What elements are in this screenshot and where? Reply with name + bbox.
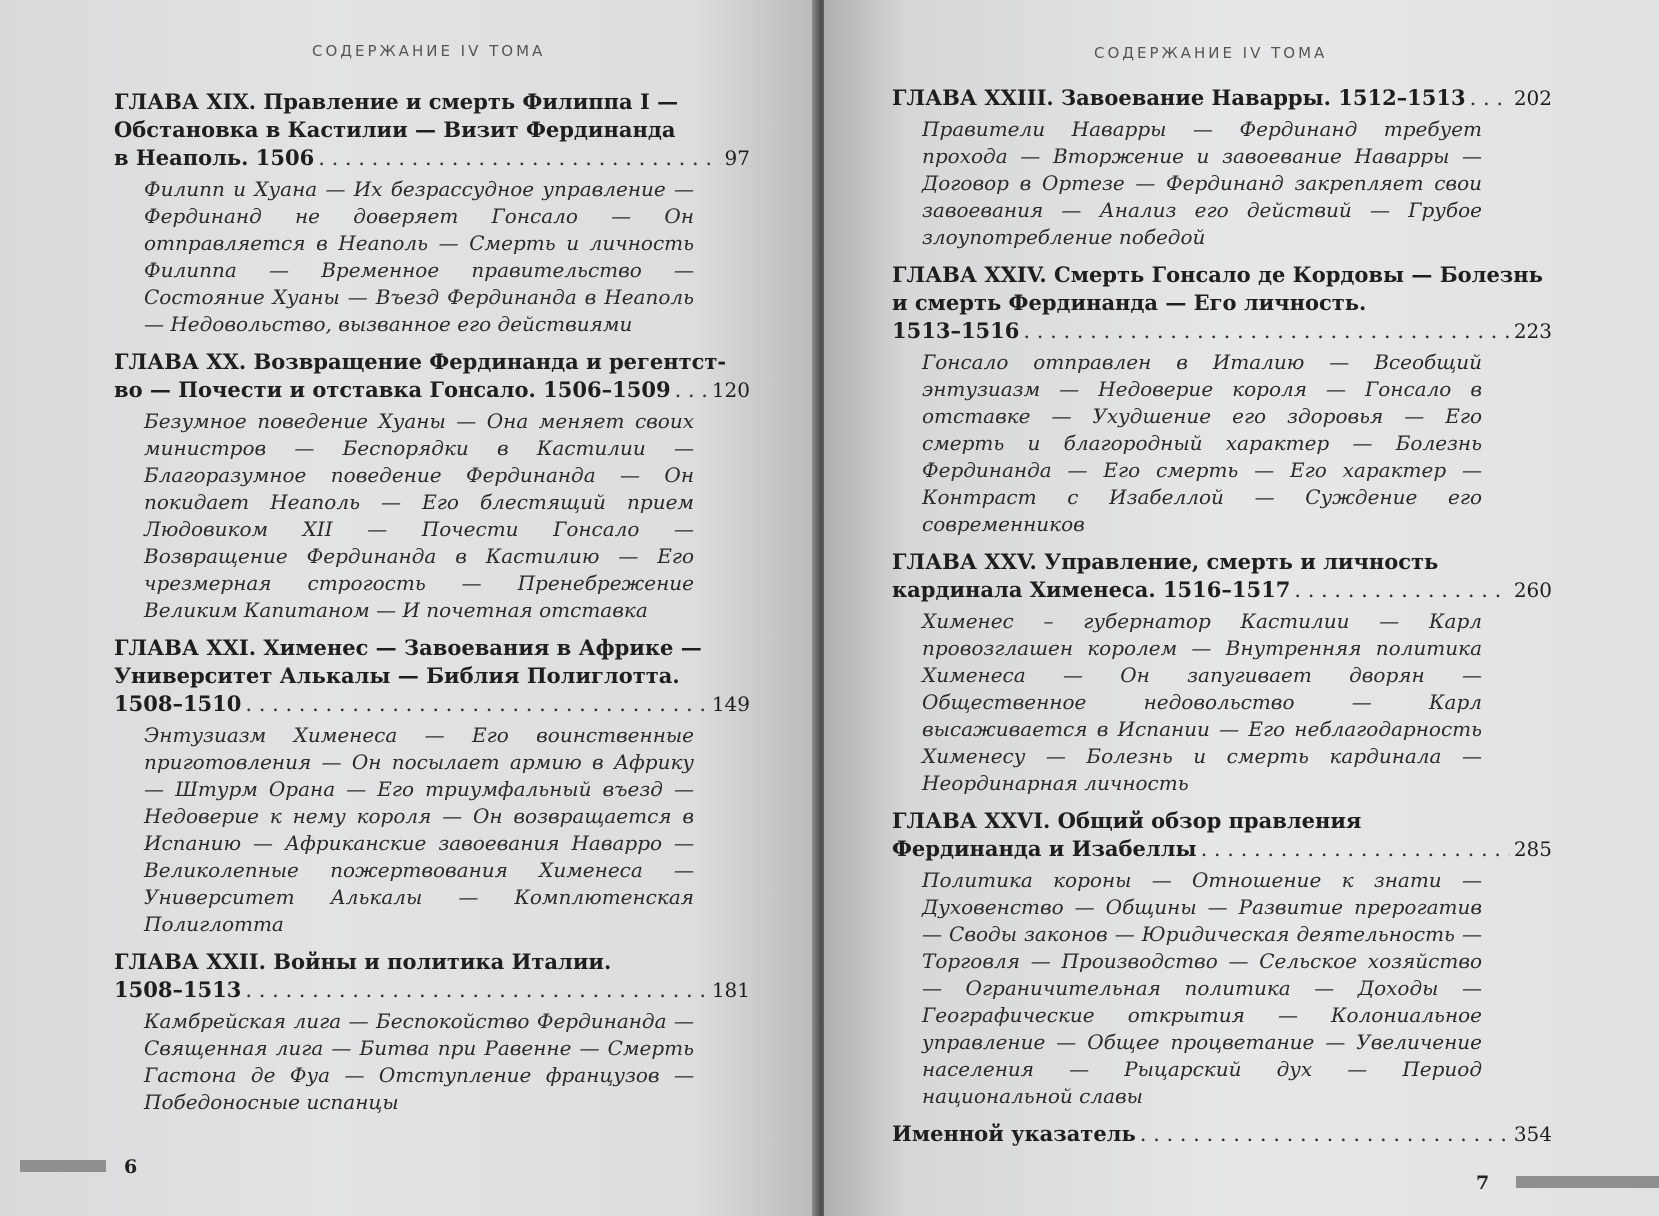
page-number-right: 7 <box>1476 1172 1490 1194</box>
chapter-summary: Политика короны — Отношение к знати — Духовенство — Общины — Развитие прерогатив — Своды законов — Юридическая деятельность — Торговля — Производство — Сельское хозяйство — Ограничительная политика — Доходы — Географические открытия — Колониальное управление — Общее процветание — Увеличение населения — Рыцарский дух — Период национальной славы <box>922 868 1482 1108</box>
running-head-left: СОДЕРЖАНИЕ IV ТОМА <box>312 42 546 60</box>
chapter-title-line <box>892 317 1552 345</box>
toc-entry-ch24[interactable] <box>892 261 1552 538</box>
toc-entry-ch22[interactable] <box>114 948 750 1116</box>
page-number-left: 6 <box>124 1156 138 1178</box>
chapter-title: ГЛАВА XXVI. Общий обзор правления <box>892 808 1362 833</box>
chapter-title: ГЛАВА XX. Возвращение Фердинанда и регентст- <box>114 349 727 374</box>
page-ref: 149 <box>711 692 750 716</box>
toc-entry-ch25[interactable] <box>892 548 1552 797</box>
chapter-title-last: 1508–1513 <box>114 977 242 1002</box>
page-ref: 260 <box>1513 578 1552 602</box>
toc-right <box>892 84 1552 1158</box>
chapter-title: ГЛАВА XXI. Хименес — Завоевания в Африке — Университет Алькалы — Библия Полиглотта. <box>114 635 702 688</box>
page-ref: 97 <box>724 146 750 170</box>
toc-entry-ch20[interactable] <box>114 348 750 624</box>
page-ref: 285 <box>1513 837 1552 861</box>
chapter-title: ГЛАВА XIX. Правление и смерть Филиппа I — Обстановка в Кастилии — Визит Фердинанда <box>114 89 679 142</box>
chapter-title: ГЛАВА XXII. Войны и политика Италии. <box>114 949 612 974</box>
toc-entry-ch23[interactable] <box>892 84 1552 251</box>
page-ref: 202 <box>1513 86 1552 110</box>
leader-dots <box>1140 1120 1510 1148</box>
leader-dots <box>1294 576 1509 604</box>
leader-dots <box>1023 317 1509 345</box>
chapter-summary: Хименес – губернатор Кастилии — Карл провозглашен королем — Внутренняя политика Хименеса — Он запугивает дворян — Общественное недовольство — Карл высаживается в Испании — Его неблагодарность Хименесу — Болезнь и смерть кардинала — Неординарная личность <box>922 609 1482 795</box>
chapter-title-line <box>892 835 1552 863</box>
chapter-title-line <box>114 690 750 718</box>
chapter-title-last: 1508–1510 <box>114 691 242 716</box>
chapter-title-line <box>114 144 750 172</box>
running-head-right: СОДЕРЖАНИЕ IV ТОМА <box>1094 44 1328 62</box>
page-marker-bar <box>20 1160 106 1172</box>
chapter-summary: Энтузиазм Хименеса — Его воинственные приготовления — Он посылает армию в Африку — Штурм Орана — Его триумфальный въезд — Недоверие к нему короля — Он возвращается в Испанию — Африканские завоевания Наварро — Великолепные пожертвования Хименеса — Университет Алькалы — Комплютенская Полиглотта <box>144 723 694 936</box>
chapter-title-line <box>892 576 1552 604</box>
toc-entry-index[interactable] <box>892 1120 1552 1148</box>
leader-dots <box>245 976 707 1004</box>
chapter-title: ГЛАВА XXIV. Смерть Гонсало де Кордовы — Болезнь и смерть Фердинанда — Его личность. <box>892 262 1543 315</box>
leader-dots <box>318 144 720 172</box>
chapter-summary: Камбрейская лига — Беспокойство Фердинанда — Священная лига — Битва при Равенне — Смерть Гастона де Фуа — Отступление французов — Победоносные испанцы <box>144 1009 694 1114</box>
index-title: Именной указатель <box>892 1121 1136 1146</box>
chapter-title-last: во — Почести и отставка Гонсало. 1506–1509 <box>114 377 671 402</box>
chapter-title-last: 1513–1516 <box>892 318 1020 343</box>
chapter-summary: Филипп и Хуана — Их безрассудное управление — Фердинанд не доверяет Гонсало — Он отправляется в Неаполь — Смерть и личность Филиппа — Временное правительство — Состояние Хуаны — Въезд Фердинанда в Неаполь — Недовольство, вызванное его действиями <box>144 177 694 336</box>
leader-dots <box>1470 84 1510 112</box>
page-ref: 354 <box>1513 1122 1552 1146</box>
chapter-title-line <box>114 376 750 404</box>
chapter-title-last: ГЛАВА XXIII. Завоевание Наварры. 1512–1513 <box>892 85 1466 110</box>
chapter-title-last: Фердинанда и Изабеллы <box>892 836 1197 861</box>
chapter-summary: Правители Наварры — Фердинанд требует прохода — Вторжение и завоевание Наварры — Договор в Ортезе — Фердинанд закрепляет свои завоевания — Анализ его действий — Грубое злоупотребление победой <box>922 117 1482 249</box>
toc-left <box>114 88 750 1126</box>
chapter-title-line <box>892 84 1552 112</box>
chapter-title-line <box>114 976 750 1004</box>
chapter-title-last: в Неаполь. 1506 <box>114 145 315 170</box>
left-page <box>0 0 818 1216</box>
chapter-summary: Безумное поведение Хуаны — Она меняет своих министров — Беспорядки в Кастилии — Благоразумное поведение Фердинанда — Он покидает Неаполь — Его блестящий прием Людовиком XII — Почести Гонсало — Возвращение Фердинанда в Кастилию — Его чрезмерная строгость — Пренебрежение Великим Капитаном — И почетная отставка <box>144 409 694 622</box>
page-ref: 181 <box>711 978 750 1002</box>
right-page <box>824 0 1659 1216</box>
page-ref: 223 <box>1513 319 1552 343</box>
toc-entry-ch21[interactable] <box>114 634 750 938</box>
leader-dots <box>245 690 707 718</box>
index-line <box>892 1120 1552 1148</box>
chapter-summary: Гонсало отправлен в Италию — Всеобщий энтузиазм — Недоверие короля — Гонсало в отставке — Ухудшение его здоровья — Его смерть и благородный характер — Болезнь Фердинанда — Его смерть — Его характер — Контраст с Изабеллой — Суждение его современников <box>922 350 1482 536</box>
leader-dots <box>1201 835 1510 863</box>
toc-entry-ch19[interactable] <box>114 88 750 338</box>
chapter-title-last: кардинала Хименеса. 1516–1517 <box>892 577 1291 602</box>
leader-dots <box>675 376 708 404</box>
page-marker-bar <box>1516 1176 1659 1188</box>
toc-entry-ch26[interactable] <box>892 807 1552 1110</box>
page-ref: 120 <box>711 378 750 402</box>
chapter-title: ГЛАВА XXV. Управление, смерть и личность <box>892 549 1439 574</box>
